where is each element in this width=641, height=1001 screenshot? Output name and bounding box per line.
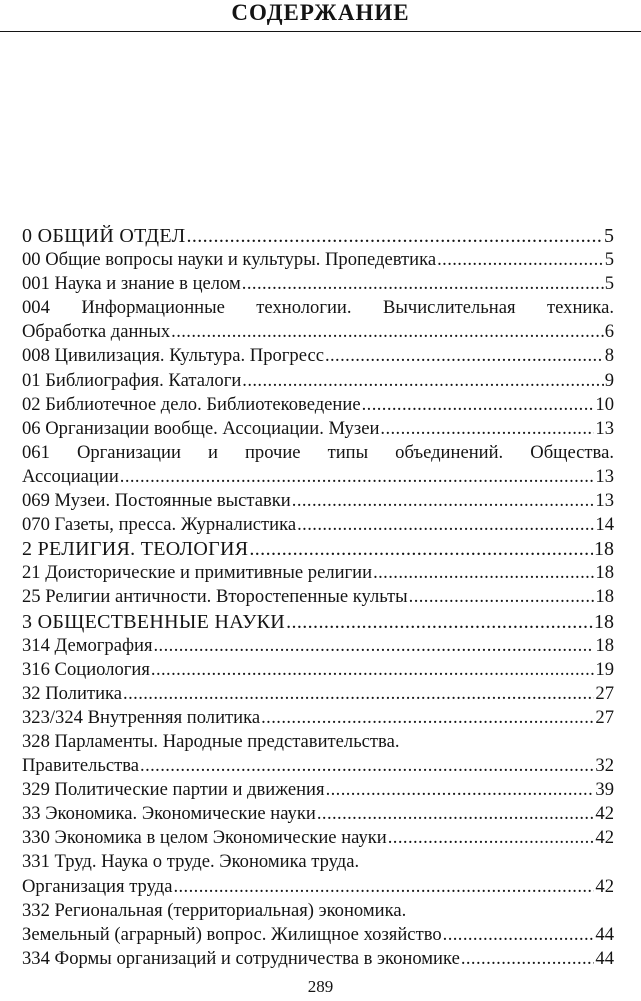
toc-row <box>22 465 614 489</box>
toc-entry-label: 25 Религии античности. Второстепенные культы <box>22 586 408 608</box>
toc-row <box>22 320 614 344</box>
toc-entry-label: 008 Цивилизация. Культура. Прогресс <box>22 345 324 367</box>
toc-entry-page: 18 <box>595 586 614 608</box>
toc-entry-page: 5 <box>604 225 614 247</box>
toc-entry-page: 18 <box>594 610 614 633</box>
toc-entry-label: 061 Организации и прочие типы объединений. Общества. <box>22 441 614 463</box>
toc-entry-label: 00 Общие вопросы науки и культуры. Пропедевтика <box>22 249 437 271</box>
toc-entry-page: 18 <box>595 562 614 584</box>
toc-row <box>22 393 614 417</box>
dot-leader <box>325 344 604 368</box>
toc-row <box>22 923 614 947</box>
dot-leader <box>373 561 594 585</box>
toc-entry-label: 3 ОБЩЕСТВЕННЫЕ НАУКИ <box>22 610 286 633</box>
toc-entry-page: 44 <box>595 947 614 969</box>
dot-leader <box>443 923 595 947</box>
toc-row <box>22 296 614 320</box>
dot-leader <box>380 417 594 441</box>
toc-section-row <box>22 610 614 634</box>
dot-leader <box>326 778 595 802</box>
toc-row <box>22 489 614 513</box>
toc-entry-page: 13 <box>595 417 614 439</box>
toc-row <box>22 248 614 272</box>
toc-row <box>22 730 614 754</box>
toc-entry-page: 6 <box>604 321 614 343</box>
toc-entry-label: 314 Демография <box>22 634 153 656</box>
toc-row <box>22 272 614 296</box>
toc-entry-page: 44 <box>595 923 614 945</box>
dot-leader <box>388 826 595 850</box>
dot-leader <box>140 754 594 778</box>
dot-leader <box>120 465 595 489</box>
toc-entry-label: Земельный (аграрный) вопрос. Жилищное хозяйство <box>22 923 442 945</box>
toc-entry-page: 9 <box>604 369 614 391</box>
toc-entry-label: 332 Региональная (территориальная) экономика. <box>22 899 407 921</box>
toc-row <box>22 682 614 706</box>
dot-leader <box>292 489 595 513</box>
toc-row <box>22 754 614 778</box>
toc-row <box>22 417 614 441</box>
toc-entry-page: 18 <box>595 634 614 656</box>
dot-leader <box>297 513 594 537</box>
toc-entry-label: 323/324 Внутренняя политика <box>22 706 261 728</box>
toc-row <box>22 658 614 682</box>
page-title: СОДЕРЖАНИЕ <box>231 0 410 25</box>
dot-leader <box>123 682 594 706</box>
toc-entry-label: 32 Политика <box>22 682 123 704</box>
dot-leader <box>317 802 595 826</box>
dot-leader <box>171 320 604 344</box>
toc-entry-page: 18 <box>594 538 614 561</box>
toc-row <box>22 706 614 730</box>
toc-entry-page: 14 <box>595 514 614 536</box>
toc-entry-label: 316 Социология <box>22 658 150 680</box>
toc-row <box>22 826 614 850</box>
toc-entry-label: 02 Библиотечное дело. Библиотековедение <box>22 393 361 415</box>
toc-row <box>22 875 614 899</box>
toc-entry-label: 33 Экономика. Экономические науки <box>22 803 316 825</box>
toc-row <box>22 802 614 826</box>
toc-section-row <box>22 224 614 248</box>
title-rule <box>0 31 641 32</box>
toc-entry-page: 27 <box>595 682 614 704</box>
dot-leader <box>461 947 595 971</box>
toc-entry-label: 06 Организации вообще. Ассоциации. Музеи <box>22 417 380 439</box>
dot-leader <box>154 634 595 658</box>
toc-row <box>22 585 614 609</box>
toc-entry-page: 27 <box>595 706 614 728</box>
toc-entry-label: 328 Парламенты. Народные представительства. <box>22 730 400 752</box>
toc-entry-label: Организация труда <box>22 875 173 897</box>
toc-row <box>22 634 614 658</box>
toc-entry-label: 331 Труд. Наука о труде. Экономика труда. <box>22 851 360 873</box>
dot-leader <box>249 537 593 561</box>
toc-entry-page: 42 <box>595 875 614 897</box>
toc-entry-label: 01 Библиография. Каталоги <box>22 369 242 391</box>
toc-entry-label: 0 ОБЩИЙ ОТДЕЛ <box>22 225 186 247</box>
toc-entry-page: 39 <box>595 779 614 801</box>
toc-entry-label: 334 Формы организаций и сотрудничества в экономике <box>22 947 460 969</box>
toc-entry-page: 5 <box>604 273 614 295</box>
page-number: 289 <box>307 977 334 996</box>
toc-entry-page: 13 <box>595 465 614 487</box>
toc-entry-page: 42 <box>595 827 614 849</box>
toc-entry-page: 19 <box>595 658 614 680</box>
toc-entry-label: 070 Газеты, пресса. Журналистика <box>22 514 297 536</box>
toc-row <box>22 778 614 802</box>
toc-entry-page: 5 <box>604 249 614 271</box>
toc-entry-label: 069 Музеи. Постоянные выставки <box>22 490 291 512</box>
dot-leader <box>362 393 595 417</box>
dot-leader <box>242 369 603 393</box>
toc-row <box>22 513 614 537</box>
toc-entry-label: Обработка данных <box>22 321 171 343</box>
toc-entry-label: Ассоциации <box>22 465 119 487</box>
table-of-contents <box>22 224 614 971</box>
toc-section-row <box>22 537 614 561</box>
toc-entry-label: 329 Политические партии и движения <box>22 779 325 801</box>
toc-entry-label: 004 Информационные технологии. Вычислительная техника. <box>22 297 614 319</box>
dot-leader <box>173 875 594 899</box>
toc-row <box>22 561 614 585</box>
toc-row <box>22 850 614 874</box>
toc-entry-page: 8 <box>604 345 614 367</box>
toc-entry-page: 10 <box>595 393 614 415</box>
toc-entry-label: 2 РЕЛИГИЯ. ТЕОЛОГИЯ <box>22 538 249 561</box>
toc-row <box>22 899 614 923</box>
toc-entry-page: 13 <box>595 490 614 512</box>
toc-row <box>22 947 614 971</box>
dot-leader <box>186 224 603 248</box>
toc-row <box>22 344 614 368</box>
toc-row <box>22 369 614 393</box>
toc-entry-page: 32 <box>595 755 614 777</box>
dot-leader <box>409 585 595 609</box>
toc-entry-label: 21 Доисторические и примитивные религии <box>22 562 373 584</box>
toc-entry-label: 001 Наука и знание в целом <box>22 273 241 295</box>
dot-leader <box>286 610 593 634</box>
dot-leader <box>242 272 604 296</box>
toc-row <box>22 441 614 465</box>
toc-entry-label: 330 Экономика в целом Экономические науки <box>22 827 387 849</box>
toc-entry-page: 42 <box>595 803 614 825</box>
dot-leader <box>151 658 595 682</box>
dot-leader <box>437 248 604 272</box>
toc-entry-label: Правительства <box>22 755 140 777</box>
dot-leader <box>261 706 594 730</box>
